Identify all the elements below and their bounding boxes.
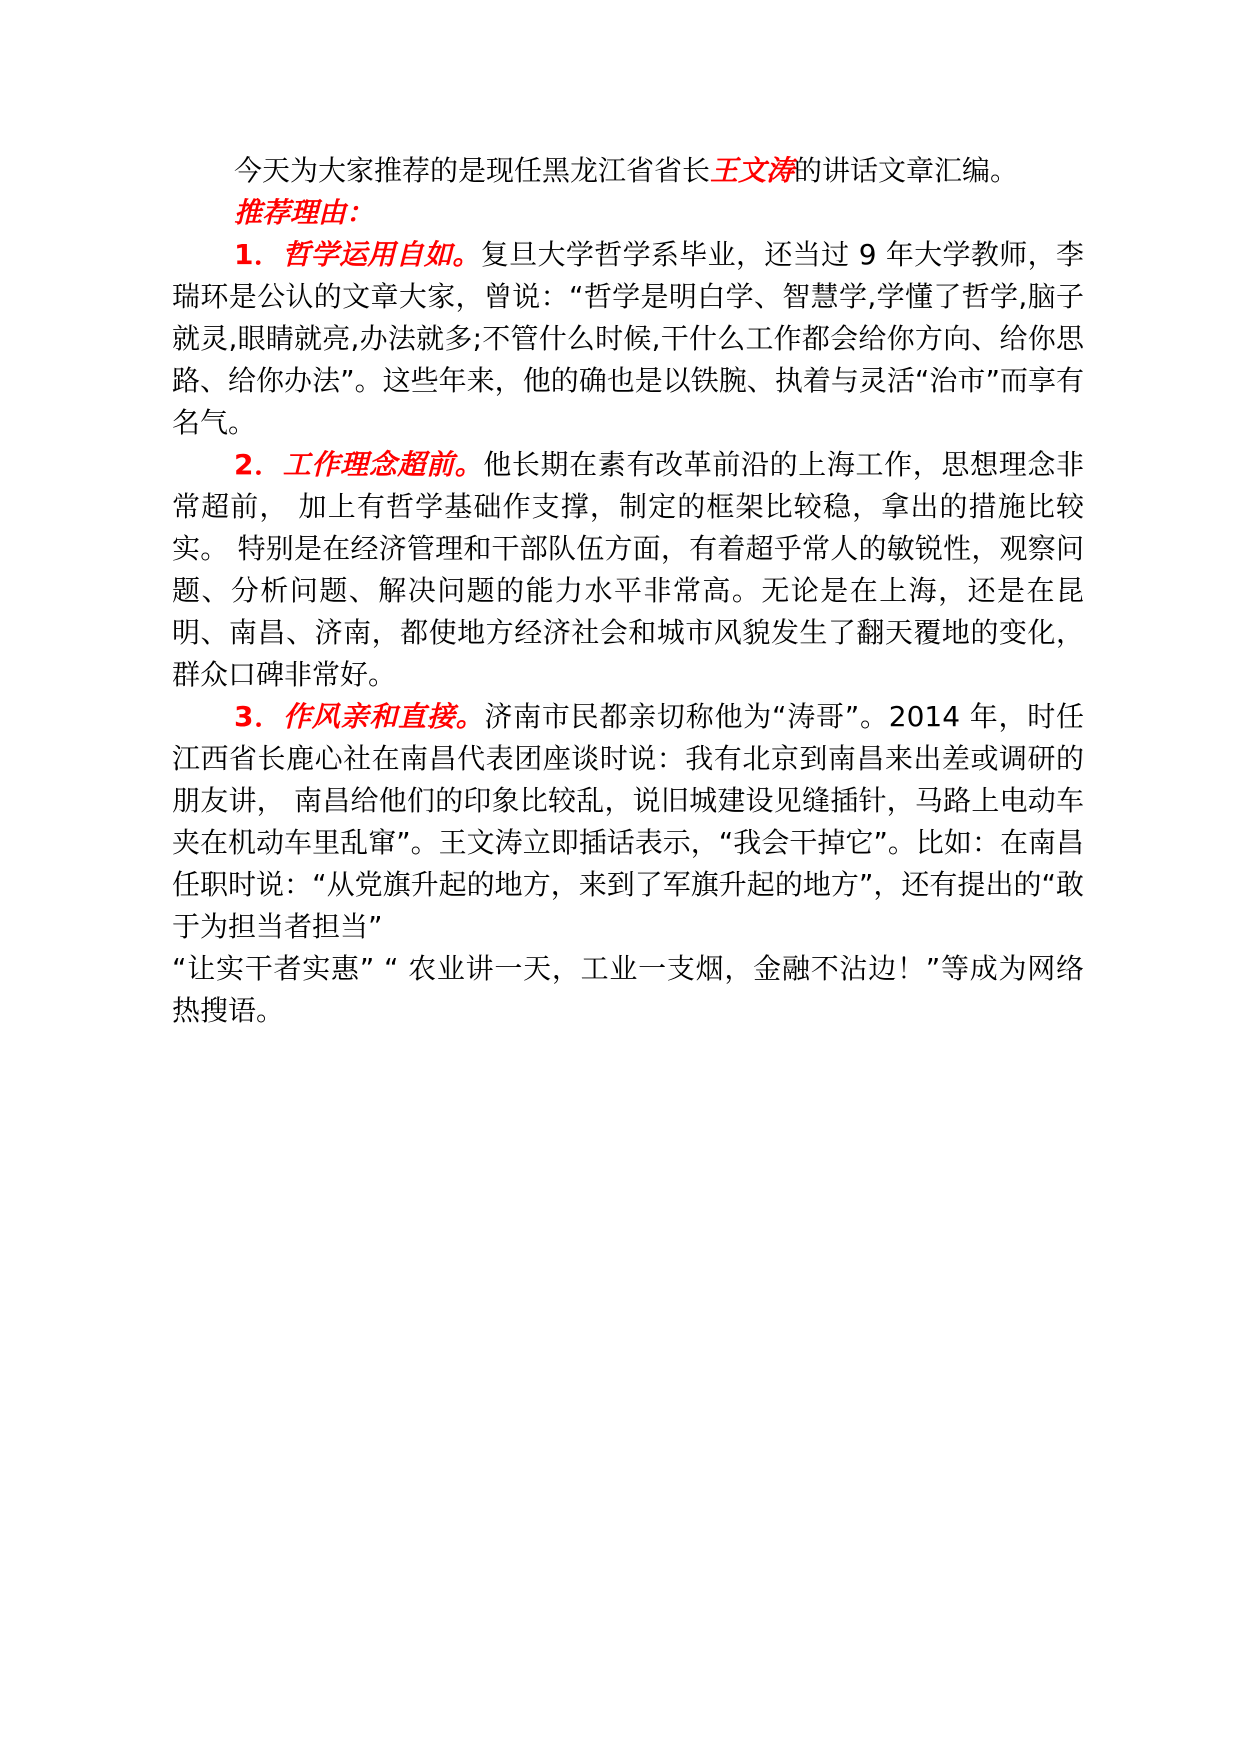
reason-title-2: 工作理念超前。 <box>282 448 484 481</box>
reason-item-3-tail: “让实干者实惠” “ 农业讲一天，工业一支烟，金融不沾边！”等成为网络热搜语。 <box>172 952 1084 1027</box>
reason-body-3: 济南市民都亲切称他为“涛哥”。2014 年，时任江西省长鹿心社在南昌代表团座谈时说：我有北京到南昌来出差或调研的朋友讲， 南昌给他们的印象比较乱，说旧城建设见缝插针，马路上电动车夹在机动车里乱窜”。王文涛立即插话表示，“我会干掉它”。比如：在南昌任职时说：“从党旗升起的地方，来到了军旗升起的地方”，还有提出的“敢于为担当者担当” <box>172 700 1084 943</box>
intro-text-after: 的讲话文章汇编。 <box>794 154 1019 187</box>
reason-item-2 <box>172 444 1084 696</box>
intro-text-before: 今天为大家推荐的是现任黑龙江省省长 <box>234 154 711 187</box>
reasons-heading-line <box>172 192 1084 234</box>
reason-item-3 <box>172 696 1084 948</box>
reason-title-1: 哲学运用自如。 <box>282 238 481 271</box>
article-body <box>172 150 1084 1032</box>
intro-paragraph <box>172 150 1084 192</box>
reason-number-2: 2． <box>234 448 283 481</box>
reason-number-1: 1． <box>234 238 283 271</box>
reason-body-2: 他长期在素有改革前沿的上海工作，思想理念非常超前， 加上有哲学基础作支撑，制定的框架比较稳，拿出的措施比较实。 特别是在经济管理和干部队伍方面，有着超乎常人的敏锐性，观察问题、分析问题、解决问题的能力水平非常高。无论是在上海，还是在昆明、南昌、济南，都使地方经济社会和城市风貌发生了翻天覆地的变化，群众口碑非常好。 <box>172 448 1084 691</box>
reason-title-3: 作风亲和直接。 <box>283 700 485 733</box>
reason-item-1 <box>172 234 1084 444</box>
reason-number-3: 3． <box>234 700 284 733</box>
governor-name: 王文涛 <box>710 154 795 187</box>
reasons-heading: 推荐理由： <box>234 196 375 229</box>
reason-body-1: 复旦大学哲学系毕业，还当过 9 年大学教师，李瑞环是公认的文章大家，曾说：“哲学是明白学、智慧学,学懂了哲学,脑子就灵,眼睛就亮,办法就多;不管什么时候,干什么工作都会给你方向、给你思路、给你办法”。这些年来，他的确也是以铁腕、执着与灵活“治市”而享有名气。 <box>172 238 1084 439</box>
